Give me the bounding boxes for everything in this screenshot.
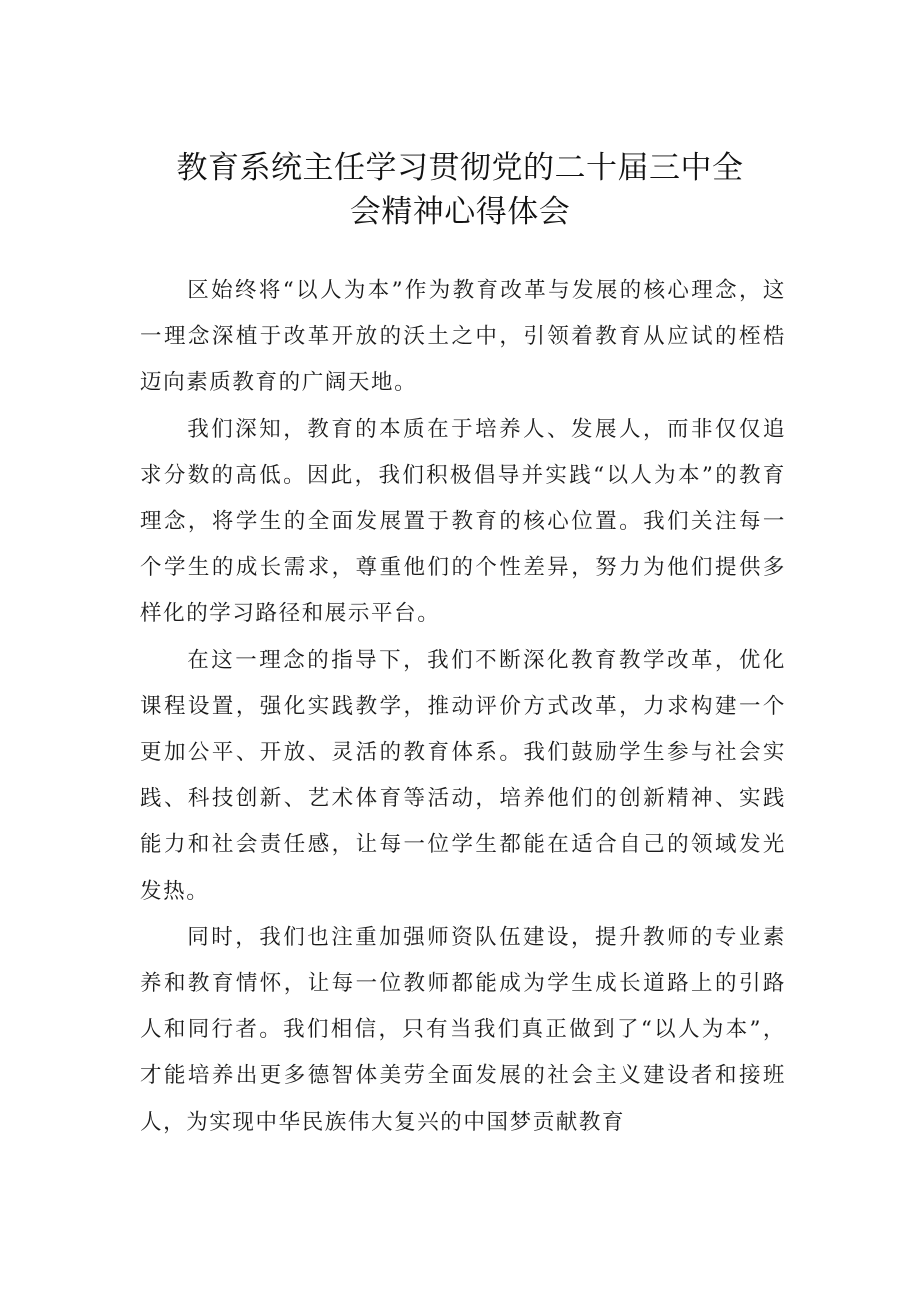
document-title	[140, 146, 780, 234]
title-line-1: 教育系统主任学习贯彻党的二十届三中全	[176, 150, 744, 186]
paragraph: 同时，我们也注重加强师资队伍建设，提升教师的专业素养和教育情怀，让每一位教师都能成为学生成长道路上的引路人和同行者。我们相信，只有当我们真正做到了“以人为本”，才能培养出更多德智体美劳全面发展的社会主义建设者和接班人，为实现中华民族伟大复兴的中国梦贡献教育	[140, 924, 786, 1135]
paragraph: 在这一理念的指导下，我们不断深化教育教学改革，优化课程设置，强化实践教学，推动评价方式改革，力求构建一个更加公平、开放、灵活的教育体系。我们鼓励学生参与社会实践、科技创新、艺术体育等活动，培养他们的创新精神、实践能力和社会责任感，让每一位学生都能在适合自己的领域发光发热。	[140, 647, 786, 904]
paragraph: 我们深知，教育的本质在于培养人、发展人，而非仅仅追求分数的高低。因此，我们积极倡导并实践“以人为本”的教育理念，将学生的全面发展置于教育的核心位置。我们关注每一个学生的成长需求，尊重他们的个性差异，努力为他们提供多样化的学习路径和展示平台。	[140, 416, 786, 627]
paragraph: 区始终将“以人为本”作为教育改革与发展的核心理念，这一理念深植于改革开放的沃土之中，引领着教育从应试的桎梏迈向素质教育的广阔天地。	[140, 278, 786, 396]
title-line-2: 会精神心得体会	[349, 194, 571, 230]
document-body	[140, 268, 786, 1146]
